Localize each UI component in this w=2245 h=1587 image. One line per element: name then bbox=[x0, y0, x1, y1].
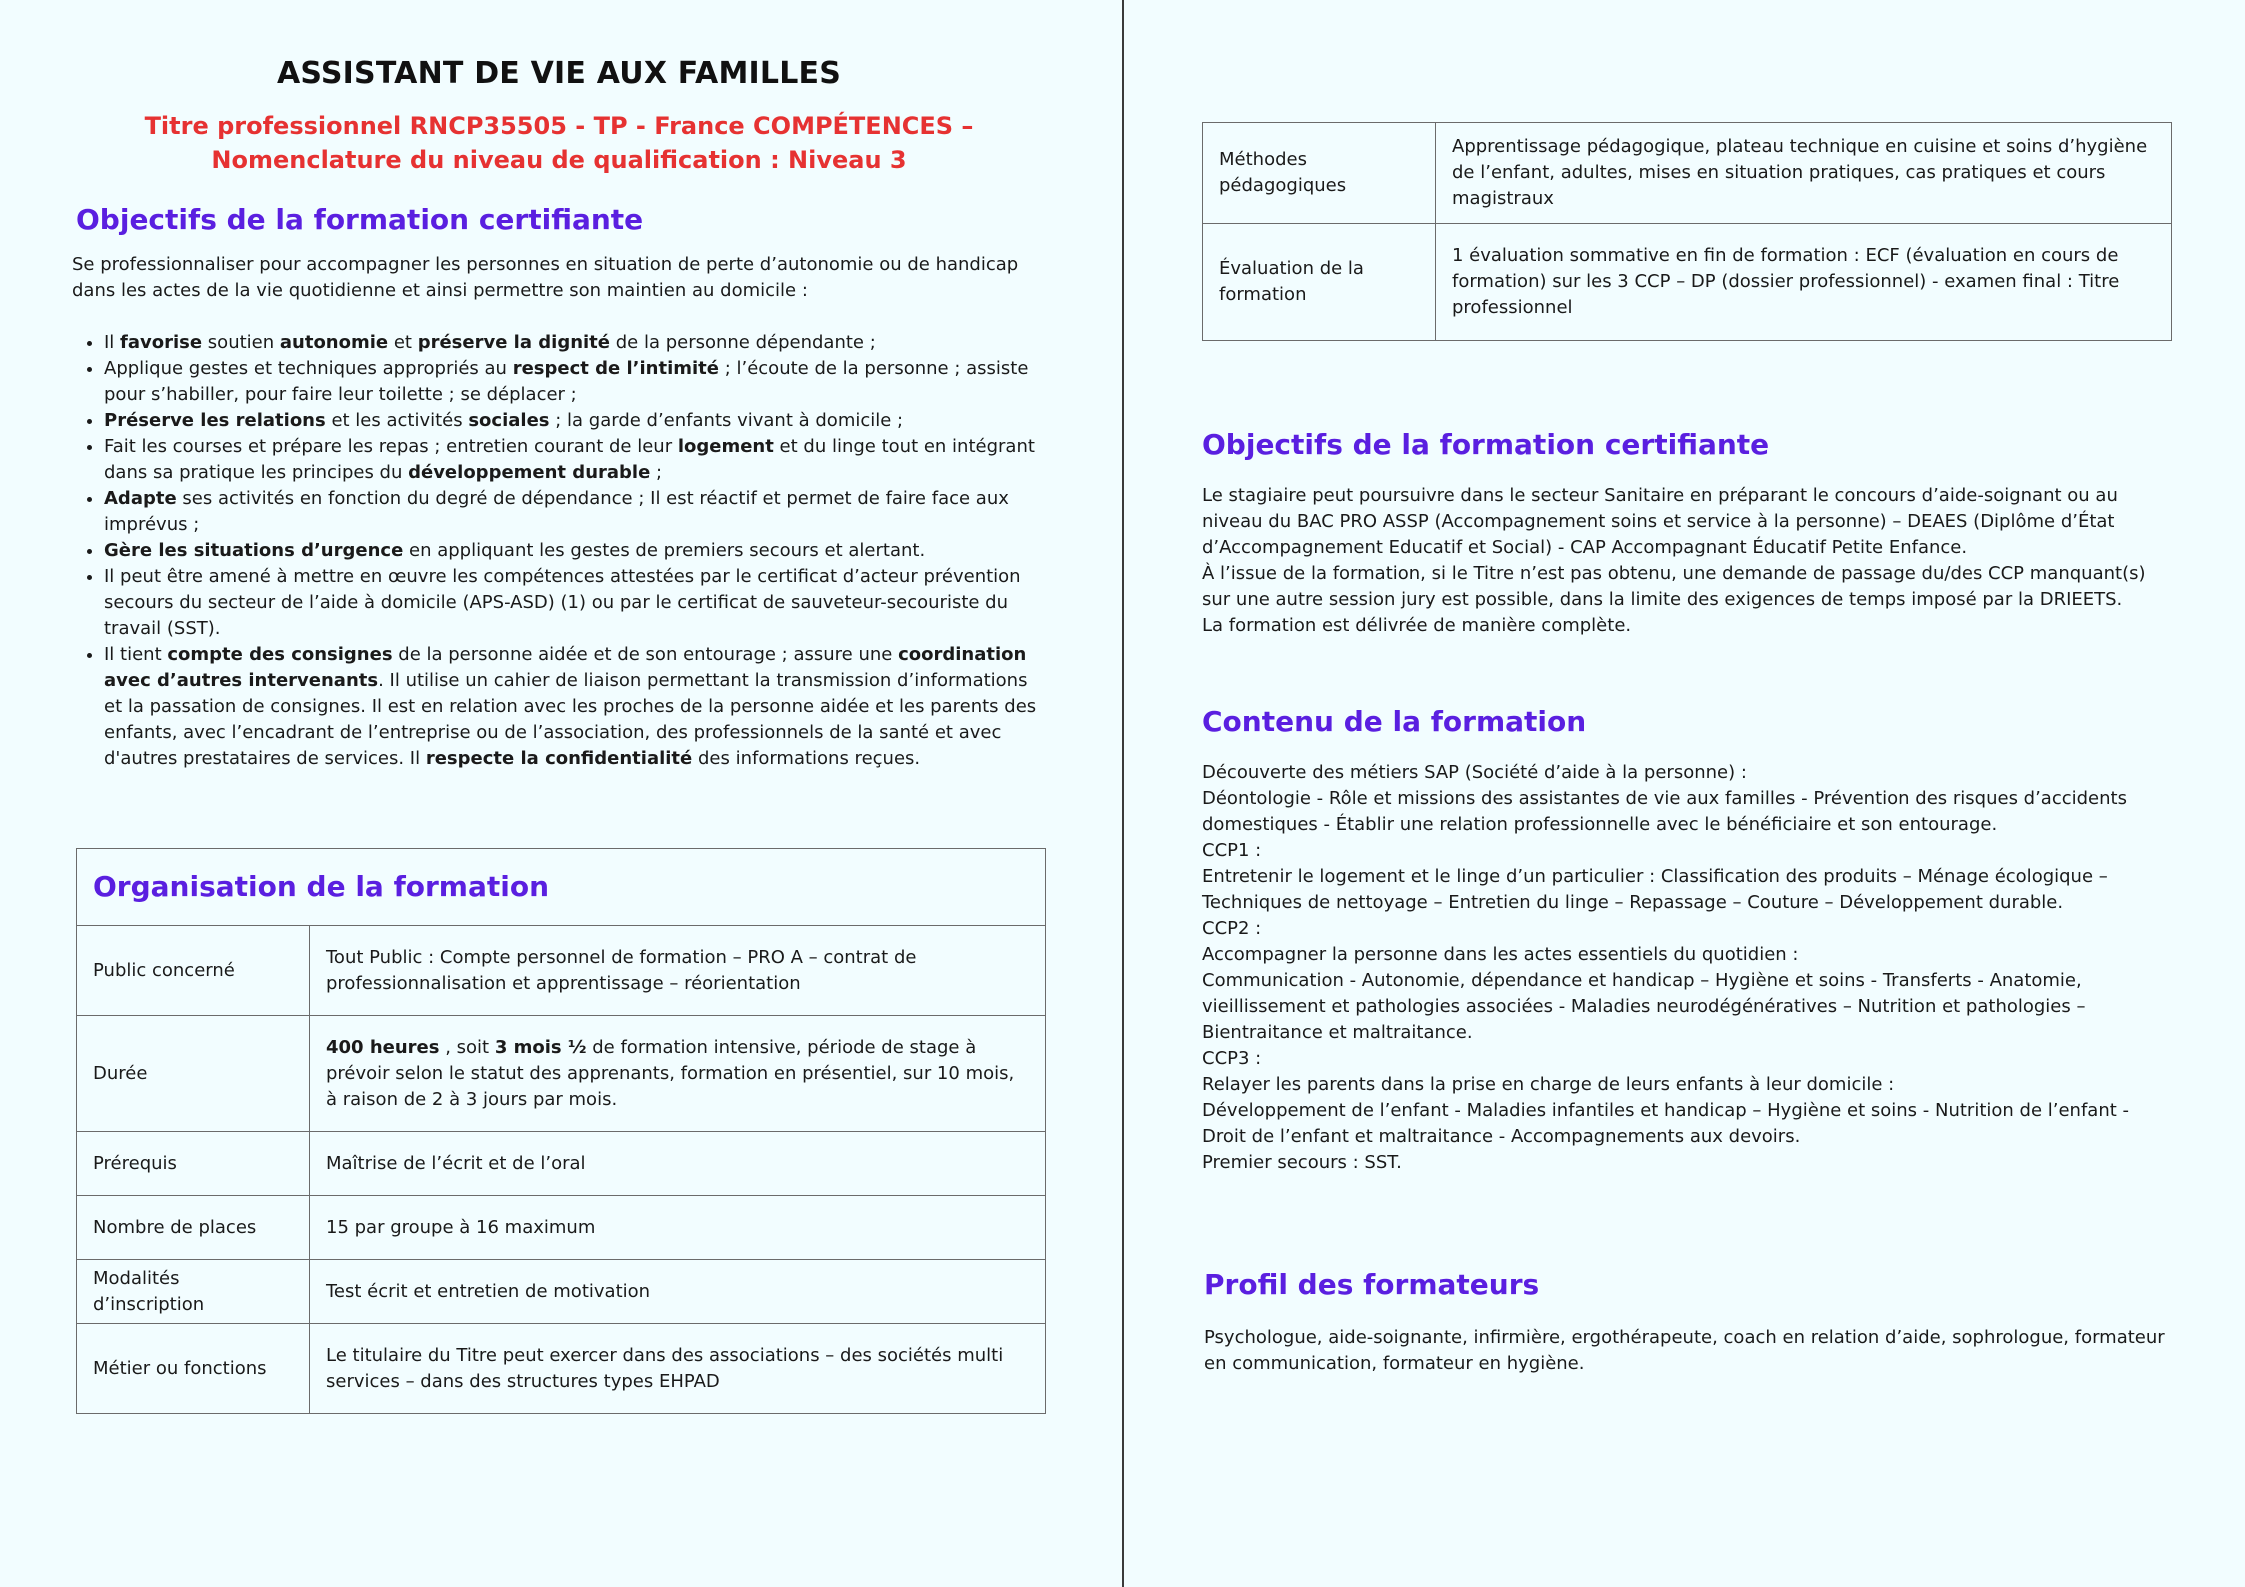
list-item bbox=[104, 434, 1046, 486]
text: soutien bbox=[202, 332, 280, 353]
row-value: Apprentissage pédagogique, plateau technique en cuisine et soins d’hygiène de l’enfant, adultes, mises en situation pratiques, cas pratiques et cours magistraux bbox=[1436, 123, 2172, 224]
text: . Il utilise un cahier de liaison permettant la transmission d’informations et la passation de consignes. Il est en relation avec les proches de la personne aidée et les parents des enfants, avec l’encadrant de l’entreprise ou de l’association, des professionnels de la santé et avec d'autres prestataires de services. Il bbox=[104, 670, 1037, 769]
profil-text: Psychologue, aide-soignante, infirmière, ergothérapeute, coach en relation d’aide, sophrologue, formateur en communication, formateur en hygiène. bbox=[1204, 1327, 2165, 1374]
strong-text: sociales bbox=[468, 410, 550, 431]
text: en appliquant les gestes de premiers secours et alertant. bbox=[403, 540, 926, 561]
strong-text: préserve la dignité bbox=[417, 332, 610, 353]
strong-text: Adapte bbox=[104, 488, 177, 509]
table-row bbox=[77, 1196, 1046, 1260]
paragraph: Le stagiaire peut poursuivre dans le secteur Sanitaire en préparant le concours d’aide-soignant ou au niveau du BAC PRO ASSP (Accompagnement soins et service à la personne) – DEAES (Diplôme d’État d’Accompagnement Educatif et Social) - CAP Accompagnant Éducatif Petite Enfance. bbox=[1202, 485, 2118, 558]
paragraph: À l’issue de la formation, si le Titre n’est pas obtenu, une demande de passage du/des CCP manquant(s) sur une autre session jury est possible, dans la limite des exigences de temps imposé par la DRIEETS. bbox=[1202, 563, 2146, 610]
contenu-heading: Contenu de la formation bbox=[1202, 705, 1587, 738]
content-line: CCP3 : bbox=[1202, 1048, 1262, 1069]
paragraph: La formation est délivrée de manière complète. bbox=[1202, 615, 1632, 636]
document-subtitle bbox=[72, 109, 1046, 177]
row-value: Maîtrise de l’écrit et de l’oral bbox=[310, 1132, 1046, 1196]
row-label: Prérequis bbox=[77, 1132, 310, 1196]
list-item bbox=[104, 538, 1046, 564]
text: des informations reçues. bbox=[692, 748, 921, 769]
list-item bbox=[104, 642, 1046, 772]
contenu-section bbox=[1202, 705, 2177, 1176]
content-line: Communication - Autonomie, dépendance et handicap – Hygiène et soins - Transferts - Anatomie, vieillissement et pathologies associées - Maladies neurodégénératives – Nutrition et pathologies – Bientraitance et maltraitance. bbox=[1202, 970, 2086, 1043]
strong-text: respecte la confidentialité bbox=[425, 748, 693, 769]
organisation-table bbox=[76, 848, 1046, 1414]
organisation-header-cell bbox=[77, 849, 1046, 926]
objectifs-right-section bbox=[1202, 428, 2177, 639]
list-item bbox=[104, 408, 1046, 434]
objectifs-right-heading: Objectifs de la formation certifiante bbox=[1202, 428, 1770, 461]
table-row bbox=[77, 1324, 1046, 1414]
text: ; bbox=[650, 462, 663, 483]
page-divider bbox=[1122, 0, 1124, 1587]
row-value bbox=[310, 1016, 1046, 1132]
row-value: 15 par groupe à 16 maximum bbox=[310, 1196, 1046, 1260]
text: et les activités bbox=[325, 410, 469, 431]
text: ; l’écoute de la personne ; assiste pour s’habiller, pour faire leur toilette ; se déplacer ; bbox=[104, 358, 1029, 405]
objectifs-intro: Se professionnaliser pour accompagner les personnes en situation de perte d’autonomie ou de handicap dans les actes de la vie quotidienne et ainsi permettre son maintien au domicile : bbox=[72, 254, 1019, 301]
text: Il tient bbox=[104, 644, 168, 665]
text: Fait les courses et prépare les repas ; entretien courant de leur bbox=[104, 436, 678, 457]
organisation-heading: Organisation de la formation bbox=[93, 870, 550, 903]
text: et bbox=[388, 332, 418, 353]
objectifs-right-body bbox=[1202, 483, 2177, 639]
row-value: Le titulaire du Titre peut exercer dans des associations – des sociétés multi services – dans des structures types EHPAD bbox=[310, 1324, 1046, 1414]
row-value: Tout Public : Compte personnel de formation – PRO A – contrat de professionnalisation et apprentissage – réorientation bbox=[310, 926, 1046, 1016]
list-item bbox=[104, 564, 1046, 642]
document-title: ASSISTANT DE VIE AUX FAMILLES bbox=[276, 56, 842, 91]
row-value: Test écrit et entretien de motivation bbox=[310, 1260, 1046, 1324]
row-label: Public concerné bbox=[77, 926, 310, 1016]
content-line: Accompagner la personne dans les actes essentiels du quotidien : bbox=[1202, 944, 1799, 965]
row-label: Méthodes pédagogiques bbox=[1203, 123, 1436, 224]
text: et du linge tout en intégrant dans sa pratique les principes du bbox=[104, 436, 1035, 483]
strong-text: compte des consignes bbox=[167, 644, 393, 665]
objectifs-list bbox=[72, 330, 1046, 772]
table-row bbox=[1203, 224, 2172, 341]
row-value: 1 évaluation sommative en fin de formation : ECF (évaluation en cours de formation) sur les 3 CCP – DP (dossier professionnel) - examen final : Titre professionnel bbox=[1436, 224, 2172, 341]
row-label: Évaluation de la formation bbox=[1203, 224, 1436, 341]
strong-text: favorise bbox=[120, 332, 203, 353]
strong-text: respect de l’intimité bbox=[512, 358, 719, 379]
content-line: CCP1 : bbox=[1202, 840, 1262, 861]
text: Il peut être amené à mettre en œuvre les compétences attestées par le certificat d’acteur prévention secours du secteur de l’aide à domicile (APS-ASD) (1) ou par le certificat de sauveteur-secouriste du travail (SST). bbox=[104, 566, 1021, 639]
table-row bbox=[77, 1132, 1046, 1196]
table-row bbox=[77, 926, 1046, 1016]
row-label: Nombre de places bbox=[77, 1196, 310, 1260]
table-row bbox=[77, 1016, 1046, 1132]
strong-text: autonomie bbox=[279, 332, 389, 353]
content-line: Découverte des métiers SAP (Société d’aide à la personne) : bbox=[1202, 762, 1747, 783]
text: de la personne aidée et de son entourage ; assure une bbox=[392, 644, 899, 665]
row-label: Métier ou fonctions bbox=[77, 1324, 310, 1414]
strong-text: Gère les situations d’urgence bbox=[104, 540, 404, 561]
objectifs-heading: Objectifs de la formation certifiante bbox=[76, 203, 644, 236]
strong-text: logement bbox=[677, 436, 774, 457]
text: de la personne dépendante ; bbox=[610, 332, 876, 353]
methodes-table bbox=[1202, 122, 2172, 341]
content-line: Premier secours : SST. bbox=[1202, 1152, 1402, 1173]
list-item bbox=[104, 330, 1046, 356]
text: de formation intensive, période de stage à prévoir selon le statut des apprenants, formation en présentiel, sur 10 mois, à raison de 2 à 3 jours par mois. bbox=[326, 1036, 1015, 1110]
row-label: Durée bbox=[77, 1016, 310, 1132]
strong-text: 400 heures bbox=[326, 1036, 440, 1058]
text: Il bbox=[104, 332, 121, 353]
strong-text: coordination avec d’autres intervenants bbox=[104, 644, 1027, 691]
content-line: Développement de l’enfant - Maladies infantiles et handicap – Hygiène et soins - Nutrition de l’enfant - Droit de l’enfant et maltraitance - Accompagnements aux devoirs. bbox=[1202, 1100, 2129, 1147]
row-label: Modalités d’inscription bbox=[77, 1260, 310, 1324]
subtitle-line-2: Nomenclature du niveau de qualification : Niveau 3 bbox=[211, 146, 907, 174]
content-line: Relayer les parents dans la prise en charge de leurs enfants à leur domicile : bbox=[1202, 1074, 1895, 1095]
text: ; la garde d’enfants vivant à domicile ; bbox=[549, 410, 904, 431]
table-row bbox=[77, 1260, 1046, 1324]
content-line: Déontologie - Rôle et missions des assistantes de vie aux familles - Prévention des risques d’accidents domestiques - Établir une relation professionnelle avec le bénéficiaire et son entourage. bbox=[1202, 788, 2127, 835]
subtitle-line-1: Titre professionnel RNCP35505 - TP - France COMPÉTENCES – bbox=[144, 112, 974, 140]
right-page bbox=[1202, 122, 2172, 341]
strong-text: 3 mois ½ bbox=[494, 1036, 587, 1058]
profil-section bbox=[1204, 1268, 2179, 1377]
table-row bbox=[1203, 123, 2172, 224]
list-item bbox=[104, 356, 1046, 408]
text: Applique gestes et techniques appropriés au bbox=[104, 358, 513, 379]
strong-text: développement durable bbox=[408, 462, 651, 483]
content-line: Entretenir le logement et le linge d’un particulier : Classification des produits – Ménage écologique – Techniques de nettoyage – Entretien du linge – Repassage – Couture – Développement durable. bbox=[1202, 866, 2108, 913]
list-item bbox=[104, 486, 1046, 538]
contenu-body bbox=[1202, 760, 2177, 1176]
profil-heading: Profil des formateurs bbox=[1204, 1268, 1540, 1301]
text: ses activités en fonction du degré de dépendance ; Il est réactif et permet de faire face aux imprévus ; bbox=[104, 488, 1009, 535]
left-page bbox=[72, 56, 1046, 772]
content-line: CCP2 : bbox=[1202, 918, 1262, 939]
strong-text: Préserve les relations bbox=[104, 410, 326, 431]
text: , soit bbox=[439, 1036, 495, 1058]
